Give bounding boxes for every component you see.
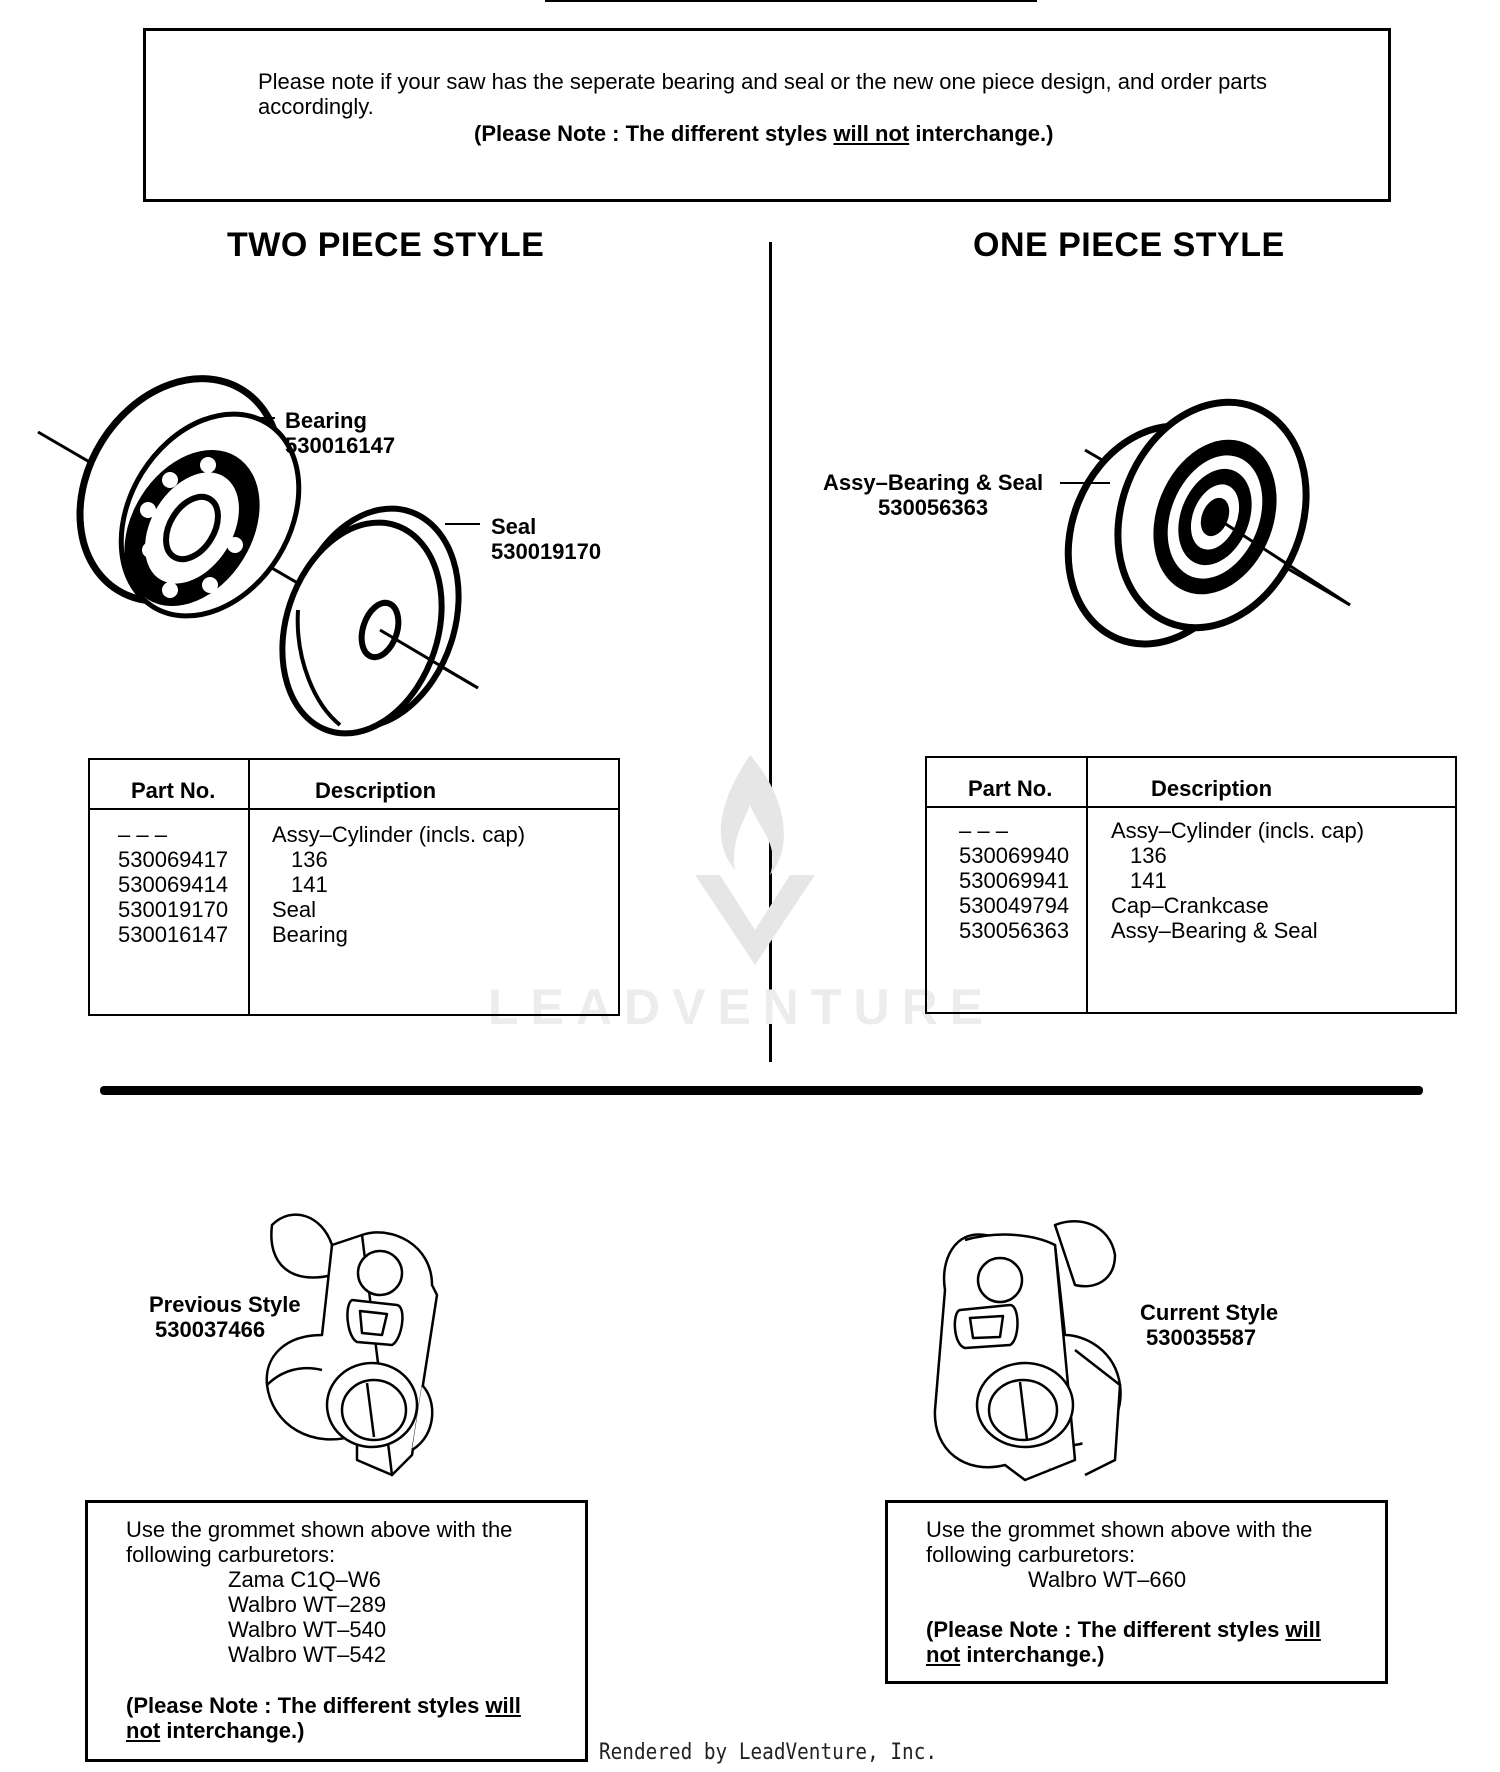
- table-row: – – –: [959, 818, 1008, 843]
- table-row: 530069940: [959, 843, 1070, 868]
- table-row: Cap–Crankcase: [1111, 893, 1269, 918]
- previous-style-callout: Previous Style 530037466: [149, 1292, 301, 1342]
- bearing-callout: Bearing 530016147: [285, 408, 396, 458]
- current-carb-box: [885, 1500, 1388, 1684]
- watermark-logo: [690, 750, 820, 970]
- top-note-text: Please note if your saw has the seperate bearing and seal or the new one piece design, and order parts accordingly.: [258, 69, 1267, 119]
- list-item: Walbro WT–660: [1028, 1567, 1187, 1592]
- assy-bearing-seal-diagram: [1050, 395, 1370, 655]
- table-row: 530056363: [959, 918, 1070, 943]
- two-piece-parts-table: [88, 758, 620, 1016]
- list-item: Walbro WT–540: [228, 1617, 387, 1642]
- col-part-header: Part No.: [131, 778, 216, 803]
- top-note-box: [143, 28, 1391, 202]
- current-style-callout: Current Style 530035587: [1140, 1300, 1279, 1350]
- current-intro: Use the grommet shown above with the following carburetors:: [926, 1517, 1313, 1567]
- previous-grommet-diagram: [262, 1205, 482, 1485]
- table-row: 530016147: [118, 922, 229, 947]
- table-row: Seal: [272, 897, 317, 922]
- footer-credit: Rendered by LeadVenture, Inc.: [599, 1740, 938, 1765]
- table-row: 530069417: [118, 847, 229, 872]
- list-item: Walbro WT–542: [228, 1642, 387, 1667]
- table-row: Assy–Cylinder (incls. cap): [272, 822, 526, 847]
- table-row: 530049794: [959, 893, 1070, 918]
- bearing-seal-diagram: [30, 370, 490, 730]
- list-item: Zama C1Q–W6: [228, 1567, 381, 1592]
- one-piece-heading: ONE PIECE STYLE: [973, 226, 1285, 264]
- table-row: 530069414: [118, 872, 229, 897]
- top-note-warning: (Please Note : The different styles will not interchange.): [474, 121, 1054, 146]
- previous-carb-box: [85, 1500, 588, 1762]
- watermark-text: LEADVENTURE: [488, 979, 996, 1035]
- table-row: 141: [291, 872, 328, 897]
- table-row: Bearing: [272, 922, 348, 947]
- col-desc-header: Description: [1151, 776, 1273, 801]
- previous-intro: Use the grommet shown above with the following carburetors:: [126, 1517, 513, 1567]
- seal-callout: Seal 530019170: [491, 514, 602, 564]
- list-item: Walbro WT–289: [228, 1592, 387, 1617]
- current-grommet-diagram: [925, 1210, 1155, 1490]
- previous-warning: (Please Note : The different styles will not interchange.): [126, 1693, 521, 1743]
- table-row: Assy–Cylinder (incls. cap): [1111, 818, 1365, 843]
- col-part-header: Part No.: [968, 776, 1053, 801]
- top-rule: [545, 0, 1037, 2]
- carb-list: [126, 1567, 386, 1667]
- table-row: 136: [1130, 843, 1167, 868]
- table-column-divider: [1086, 758, 1088, 1012]
- two-piece-heading: TWO PIECE STYLE: [227, 226, 545, 264]
- current-warning: (Please Note : The different styles will not interchange.): [926, 1617, 1321, 1667]
- table-row: 141: [1130, 868, 1167, 893]
- table-row: – – –: [118, 822, 167, 847]
- table-row: 530069941: [959, 868, 1070, 893]
- section-divider: [100, 1086, 1423, 1095]
- carb-list: [926, 1567, 1186, 1592]
- table-row: 530019170: [118, 897, 229, 922]
- table-row: 136: [291, 847, 328, 872]
- table-column-divider: [248, 760, 250, 1014]
- assy-callout: Assy–Bearing & Seal 530056363: [823, 470, 1044, 520]
- one-piece-parts-table: [925, 756, 1457, 1014]
- col-desc-header: Description: [315, 778, 437, 803]
- table-row: Assy–Bearing & Seal: [1111, 918, 1318, 943]
